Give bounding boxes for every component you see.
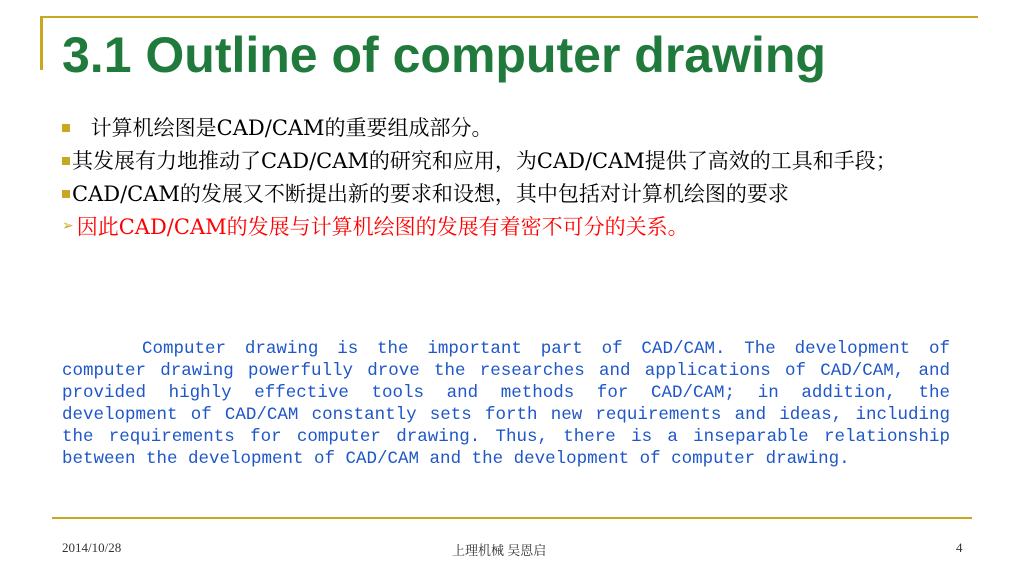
- bullet-list: [62, 112, 954, 245]
- footer-author: 上理机械 吴恩启: [452, 543, 547, 558]
- bullet-item: [62, 145, 954, 178]
- bullet-text: 计算机绘图是CAD/CAM的重要组成部分。: [84, 116, 493, 140]
- bullet-item-emphasis: [62, 211, 954, 245]
- bullet-item: [62, 112, 954, 145]
- footer-rule: [52, 517, 972, 519]
- top-rule: [40, 16, 978, 18]
- bullet-text: CAD/CAM的发展又不断提出新的要求和设想，其中包括对计算机绘图的要求: [72, 182, 789, 206]
- square-bullet-icon: [62, 157, 70, 165]
- square-bullet-icon: [62, 124, 70, 132]
- footer-date: 2014/10/28: [62, 540, 122, 555]
- bullet-item: [62, 178, 954, 211]
- bullet-text: 因此CAD/CAM的发展与计算机绘图的发展有着密不可分的关系。: [76, 215, 689, 239]
- arrow-bullet-icon: ➢: [62, 218, 74, 234]
- left-accent-rule: [40, 16, 43, 70]
- slide-title: 3.1 Outline of computer drawing: [62, 27, 826, 83]
- bullet-text: 其发展有力地推动了CAD/CAM的研究和应用，为CAD/CAM提供了高效的工具和手段；: [72, 149, 897, 173]
- english-translation-paragraph: Computer drawing is the important part of CAD/CAM. The development of computer drawing powerfully drove the researches and applications of CAD/CAM, and provided highly effective tools and methods for CAD/CAM; in addition, the development of CAD/CAM constantly sets forth new requirements and ideas, including the requirements for computer drawing. Thus, there is a inseparable relationship between the development of CAD/CAM and the development of computer drawing.: [62, 339, 950, 469]
- page-number: 4: [956, 540, 963, 555]
- square-bullet-icon: [62, 190, 70, 198]
